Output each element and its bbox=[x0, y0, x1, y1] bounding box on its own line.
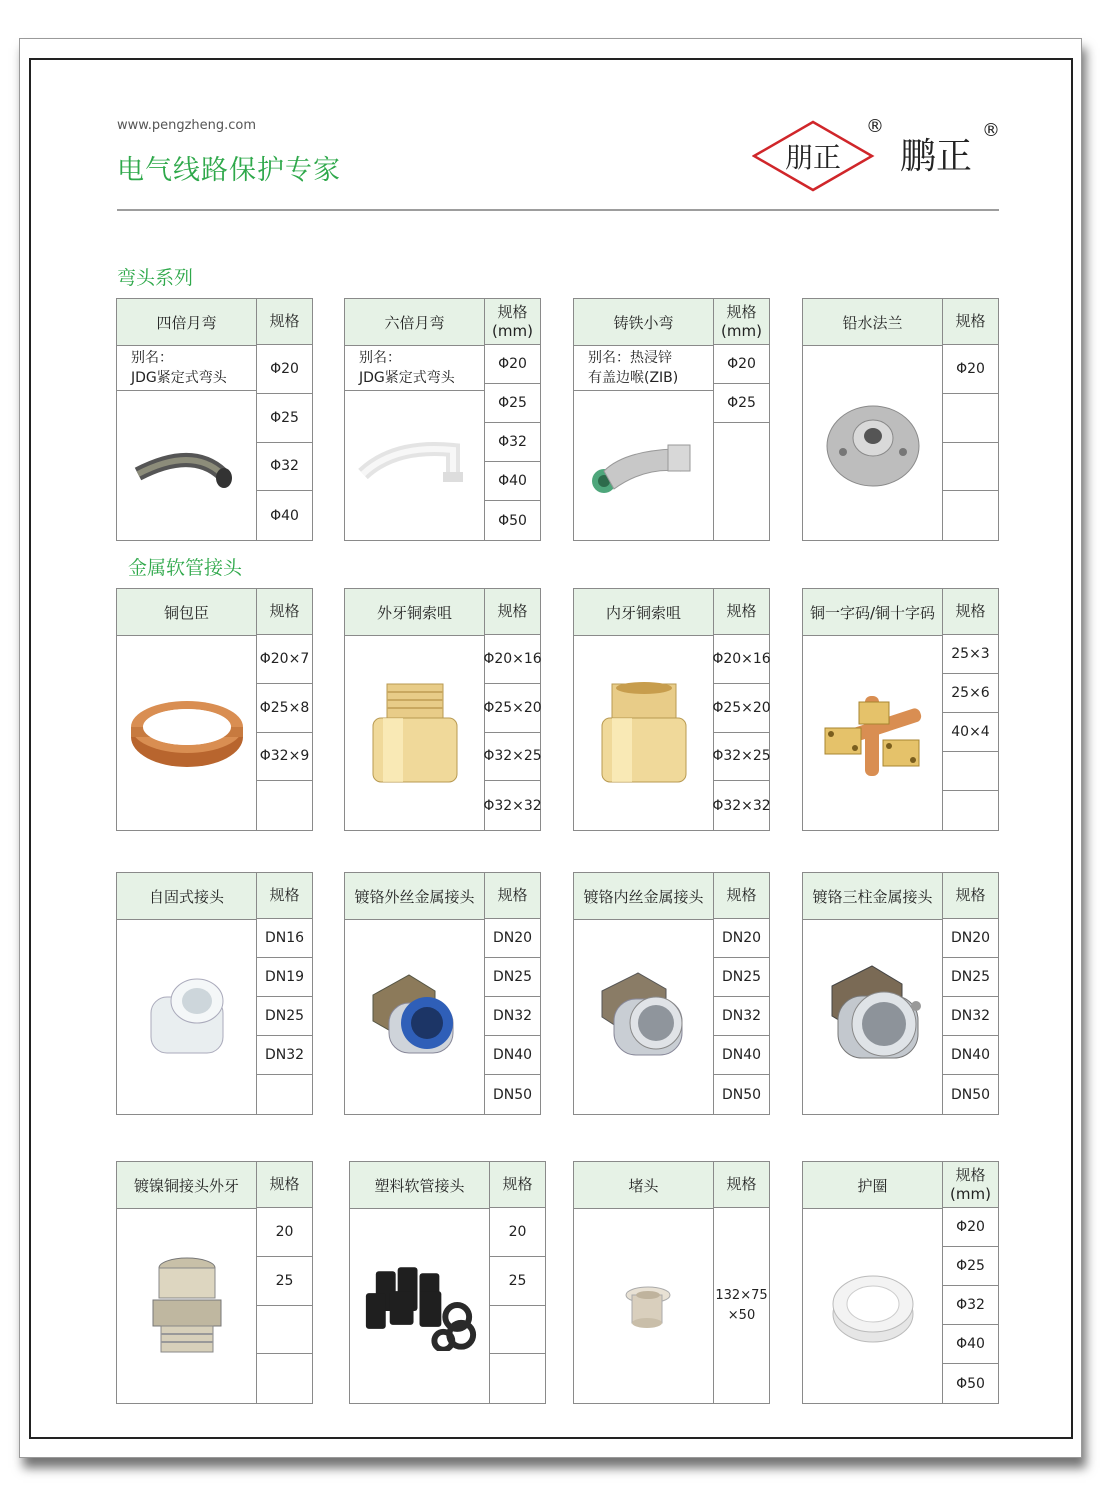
product-card bbox=[116, 1161, 313, 1404]
spec-value: Φ25 bbox=[943, 1247, 998, 1286]
product-image-plug-icon bbox=[574, 1208, 713, 1403]
product-card bbox=[802, 1161, 999, 1404]
product-alias bbox=[574, 345, 713, 391]
product-image-transparent-connector-icon bbox=[117, 919, 256, 1114]
logo-text: 鹏正 bbox=[900, 136, 973, 177]
spec-value bbox=[490, 1354, 545, 1403]
product-name: 内牙铜索咀 bbox=[574, 589, 713, 636]
spec-value: 20 bbox=[257, 1208, 312, 1257]
spec-value: Φ20×16 bbox=[485, 635, 540, 684]
product-alias bbox=[117, 345, 256, 391]
spec-value bbox=[257, 1306, 312, 1355]
spec-value: DN20 bbox=[485, 919, 540, 958]
product-card bbox=[349, 1161, 546, 1404]
spec-value: Φ32 bbox=[257, 443, 312, 492]
spec-value: Φ32×32 bbox=[483, 797, 542, 814]
product-image-flange-icon bbox=[803, 345, 942, 540]
header-divider bbox=[117, 209, 999, 211]
spec-list bbox=[256, 345, 312, 540]
spec-value bbox=[943, 443, 998, 492]
spec-list bbox=[942, 635, 998, 830]
spec-value: 25 bbox=[490, 1257, 545, 1306]
spec-value: Φ20 bbox=[714, 345, 769, 384]
spec-header: 规格 bbox=[256, 1162, 312, 1208]
spec-value: Φ32 bbox=[943, 1286, 998, 1325]
product-card bbox=[573, 872, 770, 1115]
product-name: 铅水法兰 bbox=[803, 299, 942, 346]
spec-value: DN19 bbox=[257, 958, 312, 997]
spec-value: DN50 bbox=[721, 1086, 762, 1103]
spec-header: 规格 bbox=[713, 589, 769, 635]
product-name: 镀铬三柱金属接头 bbox=[803, 873, 942, 920]
spec-value bbox=[943, 752, 998, 791]
spec-value: DN32 bbox=[714, 997, 769, 1036]
spec-value: DN25 bbox=[485, 958, 540, 997]
product-name: 镀铬外丝金属接头 bbox=[345, 873, 484, 920]
spec-list bbox=[942, 345, 998, 540]
spec-value: 132×75 ×50 bbox=[715, 1287, 768, 1323]
spec-header: 规格 bbox=[713, 873, 769, 919]
product-image-metal-elbow-icon bbox=[117, 391, 256, 540]
product-image-chrome-female-connector-icon bbox=[574, 919, 713, 1114]
spec-header: 规格 bbox=[713, 1162, 769, 1208]
spec-list bbox=[256, 919, 312, 1114]
alias-label: 别名：热浸锌 bbox=[588, 350, 672, 366]
spec-value: Φ20×16 bbox=[714, 635, 769, 684]
spec-value: Φ25 bbox=[257, 394, 312, 443]
product-image-white-elbow-icon bbox=[345, 391, 484, 540]
product-card bbox=[116, 588, 313, 831]
spec-value: 20 bbox=[490, 1208, 545, 1257]
spec-value: DN32 bbox=[485, 997, 540, 1036]
product-image-brass-male-adapter-icon bbox=[345, 635, 484, 830]
product-card bbox=[802, 588, 999, 831]
spec-value: Φ32×32 bbox=[712, 797, 771, 814]
spec-value: Φ20 bbox=[943, 345, 998, 394]
spec-list bbox=[713, 919, 769, 1114]
alias-value: JDG紧定式弯头 bbox=[131, 370, 227, 386]
spec-value: Φ32×25 bbox=[714, 733, 769, 782]
spec-value: Φ25×8 bbox=[257, 684, 312, 733]
spec-value: Φ20 bbox=[257, 345, 312, 394]
spec-header: 规格 bbox=[484, 589, 540, 635]
spec-value: Φ25 bbox=[485, 384, 540, 423]
product-name: 自固式接头 bbox=[117, 873, 256, 920]
spec-value: DN32 bbox=[257, 1036, 312, 1075]
product-image-chrome-male-connector-icon bbox=[345, 919, 484, 1114]
logo-diamond-text: 朋正 bbox=[784, 141, 842, 174]
spec-value: Φ50 bbox=[498, 512, 527, 529]
spec-value: Φ32 bbox=[485, 423, 540, 462]
spec-value: Φ32×25 bbox=[485, 733, 540, 782]
spec-list bbox=[256, 635, 312, 830]
product-name: 镀镍铜接头外牙 bbox=[117, 1162, 256, 1209]
spec-header: 规格 bbox=[484, 873, 540, 919]
registered-mark-1: ® bbox=[866, 116, 884, 137]
product-name: 六倍月弯 bbox=[345, 299, 484, 346]
product-card bbox=[344, 298, 541, 541]
spec-value: 25×6 bbox=[943, 674, 998, 713]
tagline: 电气线路保护专家 bbox=[117, 155, 341, 186]
spec-value: DN16 bbox=[257, 919, 312, 958]
spec-value: DN20 bbox=[943, 919, 998, 958]
product-card bbox=[802, 298, 999, 541]
spec-header: 规格 bbox=[942, 589, 998, 635]
spec-list bbox=[484, 919, 540, 1114]
product-image-nickel-brass-connector-icon bbox=[117, 1208, 256, 1403]
spec-value bbox=[943, 394, 998, 443]
product-image-white-grommet-icon bbox=[803, 1208, 942, 1403]
spec-list bbox=[484, 635, 540, 830]
section-title-hose-connectors: 金属软管接头 bbox=[128, 557, 243, 579]
spec-value bbox=[257, 1354, 312, 1403]
product-image-chrome-three-post-connector-icon bbox=[803, 919, 942, 1114]
product-name: 铜一字码/铜十字码 bbox=[803, 589, 942, 636]
alias-value: 有盖边喉(ZIB) bbox=[588, 370, 679, 386]
spec-value: Φ40 bbox=[270, 507, 299, 524]
section-title-elbows: 弯头系列 bbox=[117, 267, 194, 289]
spec-value: Φ32×9 bbox=[257, 733, 312, 782]
spec-value: DN40 bbox=[943, 1036, 998, 1075]
spec-header: 规格 bbox=[256, 589, 312, 635]
spec-value: DN32 bbox=[943, 997, 998, 1036]
spec-value: DN40 bbox=[485, 1036, 540, 1075]
product-image-plastic-hose-connectors-icon bbox=[350, 1208, 489, 1403]
spec-value: 25 bbox=[257, 1257, 312, 1306]
website-url[interactable]: www.pengzheng.com bbox=[117, 118, 257, 133]
spec-value bbox=[257, 781, 312, 830]
spec-value: Φ40 bbox=[485, 462, 540, 501]
spec-value: DN40 bbox=[714, 1036, 769, 1075]
spec-value: Φ25×20 bbox=[714, 684, 769, 733]
spec-value: Φ20 bbox=[943, 1208, 998, 1247]
spec-list bbox=[256, 1208, 312, 1403]
spec-value bbox=[490, 1306, 545, 1355]
spec-list bbox=[713, 1208, 769, 1403]
spec-header: 规格 bbox=[942, 299, 998, 345]
product-card bbox=[116, 872, 313, 1115]
spec-value: Φ50 bbox=[956, 1375, 985, 1392]
spec-header: 规格 (mm) bbox=[942, 1162, 998, 1208]
alias-label: 别名： bbox=[359, 350, 401, 366]
spec-header: 规格 bbox=[942, 873, 998, 919]
product-name: 护圈 bbox=[803, 1162, 942, 1209]
spec-value: Φ20 bbox=[485, 345, 540, 384]
product-card bbox=[573, 1161, 770, 1404]
product-image-copper-clamp-icon bbox=[803, 635, 942, 830]
product-image-brass-female-adapter-icon bbox=[574, 635, 713, 830]
spec-list bbox=[942, 1208, 998, 1403]
product-name: 外牙铜索咀 bbox=[345, 589, 484, 636]
spec-header: 规格 bbox=[256, 299, 312, 345]
spec-value: Φ25×20 bbox=[485, 684, 540, 733]
spec-value: Φ25 bbox=[714, 384, 769, 423]
product-card bbox=[573, 588, 770, 831]
product-card bbox=[344, 588, 541, 831]
spec-header: 规格 (mm) bbox=[484, 299, 540, 345]
alias-label: 别名： bbox=[131, 350, 173, 366]
spec-value: DN25 bbox=[714, 958, 769, 997]
product-image-copper-bush-icon bbox=[117, 635, 256, 830]
spec-list bbox=[713, 635, 769, 830]
spec-value: DN50 bbox=[950, 1086, 991, 1103]
product-card bbox=[116, 298, 313, 541]
product-name: 塑料软管接头 bbox=[350, 1162, 489, 1209]
registered-mark-2: ® bbox=[982, 120, 1000, 141]
product-name: 铸铁小弯 bbox=[574, 299, 713, 346]
spec-value: 25×3 bbox=[943, 635, 998, 674]
spec-list bbox=[484, 345, 540, 540]
brand-logo bbox=[752, 112, 1012, 192]
spec-header: 规格 bbox=[489, 1162, 545, 1208]
product-image-cast-iron-elbow-icon bbox=[574, 391, 713, 540]
spec-list bbox=[489, 1208, 545, 1403]
product-name: 镀铬内丝金属接头 bbox=[574, 873, 713, 920]
spec-value: DN25 bbox=[943, 958, 998, 997]
spec-value: 40×4 bbox=[943, 713, 998, 752]
product-name: 四倍月弯 bbox=[117, 299, 256, 346]
spec-value: Φ40 bbox=[943, 1325, 998, 1364]
product-card bbox=[344, 872, 541, 1115]
alias-value: JDG紧定式弯头 bbox=[359, 370, 455, 386]
product-card bbox=[573, 298, 770, 541]
spec-list bbox=[713, 345, 769, 540]
spec-value: DN25 bbox=[257, 997, 312, 1036]
product-name: 堵头 bbox=[574, 1162, 713, 1209]
spec-value: DN20 bbox=[714, 919, 769, 958]
spec-value: DN50 bbox=[492, 1086, 533, 1103]
spec-value: Φ20×7 bbox=[257, 635, 312, 684]
product-card bbox=[802, 872, 999, 1115]
product-alias bbox=[345, 345, 484, 391]
spec-header: 规格 (mm) bbox=[713, 299, 769, 345]
spec-header: 规格 bbox=[256, 873, 312, 919]
product-name: 铜包臣 bbox=[117, 589, 256, 636]
spec-value bbox=[257, 1075, 312, 1114]
spec-value bbox=[943, 491, 998, 540]
spec-list bbox=[942, 919, 998, 1114]
